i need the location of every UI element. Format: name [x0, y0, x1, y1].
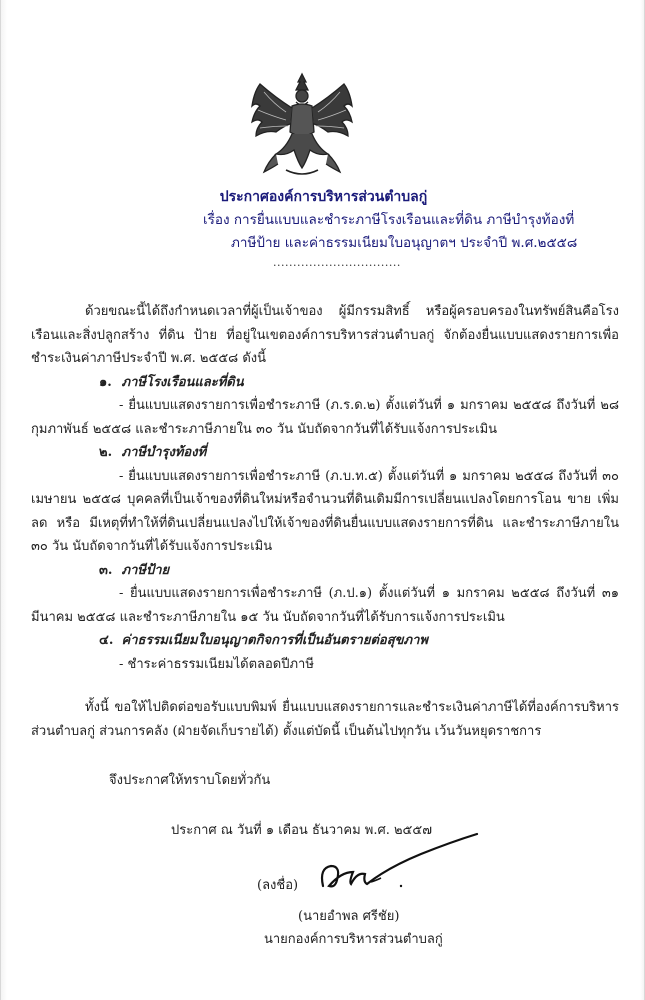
- section-heading-text: ค่าธรรมเนียมใบอนุญาตกิจการที่เป็นอันตรายต่อสุขภาพ: [121, 633, 428, 648]
- signature-block: [1, 868, 645, 988]
- section-heading-text: ภาษีโรงเรือนและที่ดิน: [121, 374, 244, 390]
- header-separator: ................................: [273, 256, 401, 269]
- section-4-heading: [31, 629, 619, 653]
- intro-paragraph: ด้วยขณะนี้ได้ถึงกำหนดเวลาที่ผู้เป็นเจ้าของ ผู้มีกรรมสิทธิ์ หรือผู้ครอบครองในทรัพย์สินคือโรงเรือนและสิ่งปลูกสร้าง ที่ดิน ป้าย ที่อยู่ในเขตองค์การบริหารส่วนตำบลกู่ จักต้องยื่นแบบแสดงรายการเพื่อชำระเงินค่าภาษีประจำปี พ.ศ. ๒๕๕๘ ดังนี้: [31, 304, 619, 366]
- section-3-heading: [31, 559, 619, 583]
- section-3-text: - ยื่นแบบแสดงรายการเพื่อชำระภาษี (ภ.ป.๑) ตั้งแต่วันที่ ๑ มกราคม ๒๕๕๘ ถึงวันที่ ๓๑ มีนาคม ๒๕๕๘ และชำระภาษีภายใน ๑๕ วัน นับถัดจากวันที่ได้รับการแจ้งการประเมิน: [31, 586, 619, 625]
- signer-position: นายกองค์การบริหารส่วนตำบลกู่: [264, 932, 443, 947]
- section-number: ๑.: [99, 374, 112, 390]
- announcement-line: จึงประกาศให้ทราบโดยทั่วกัน: [109, 773, 271, 788]
- subject-line-2: ภาษีป้าย และค่าธรรมเนียมใบอนุญาตฯ ประจำปี พ.ศ.๒๕๕๘: [231, 235, 578, 251]
- document-body: [31, 300, 619, 842]
- header-block: [1, 186, 645, 269]
- section-number: ๔.: [99, 633, 114, 648]
- section-1-text: - ยื่นแบบแสดงรายการเพื่อชำระภาษี (ภ.ร.ด.๒) ตั้งแต่วันที่ ๑ มกราคม ๒๕๕๘ ถึงวันที่ ๒๘ กุมภาพันธ์ ๒๕๕๘ และชำระภาษีภายใน ๓๐ วัน นับถัดจากวันที่ได้รับแจ้งการประเมิน: [31, 398, 619, 437]
- section-number: ๒.: [99, 445, 113, 460]
- garuda-emblem-icon: [246, 72, 358, 180]
- section-2-text: - ยื่นแบบแสดงรายการเพื่อชำระภาษี (ภ.บ.ท.๕) ตั้งแต่วันที่ ๑ มกราคม ๒๕๕๘ ถึงวันที่ ๓๐ เมษายน ๒๕๕๘ บุคคลที่เป็นเจ้าของที่ดินใหม่หรือจำนวนที่ดินเดิมมีการเปลี่ยนแปลงโดยการโอน ขาย เพิ่ม ลด หรือ มีเหตุที่ทำให้ที่ดินเปลี่ยนแปลงไปให้เจ้าของที่ดินยื่นแบบแสดงรายการที่ดิน และชำระภาษีภายใน ๓๐ วัน นับถัดจากวันที่ได้รับแจ้งการประเมิน: [31, 468, 619, 554]
- date-line: ประกาศ ณ วันที่ ๑ เดือน ธันวาคม พ.ศ. ๒๕๕๗: [171, 822, 433, 838]
- section-heading-text: ภาษีบำรุงท้องที่: [121, 445, 207, 460]
- section-4-text: - ชำระค่าธรรมเนียมได้ตลอดปีภาษี: [119, 656, 314, 672]
- subject-line-1: เรื่อง การยื่นแบบและชำระภาษีโรงเรือนและที่ดิน ภาษีบำรุงท้องที่: [203, 212, 575, 228]
- signer-name: (นายอำพล ศรีชัย): [298, 909, 400, 924]
- handwritten-signature-icon: [301, 828, 481, 908]
- section-heading-text: ภาษีป้าย: [121, 562, 170, 578]
- section-number: ๓.: [99, 562, 113, 578]
- announcement-title: ประกาศองค์การบริหารส่วนตำบลกู่: [219, 189, 428, 205]
- section-1-heading: [31, 371, 619, 395]
- closing-paragraph: ทั้งนี้ ขอให้ไปติดต่อขอรับแบบพิมพ์ ยื่นแบบแสดงรายการและชำระเงินค่าภาษีได้ที่องค์การบริหารส่วนตำบลกู่ ส่วนการคลัง (ฝ่ายจัดเก็บรายได้) ตั้งแต่บัดนี้ เป็นต้นไปทุกวัน เว้นวันหยุดราชการ: [31, 700, 619, 739]
- section-2-heading: [31, 441, 619, 465]
- signature-label: (ลงชื่อ): [257, 878, 299, 893]
